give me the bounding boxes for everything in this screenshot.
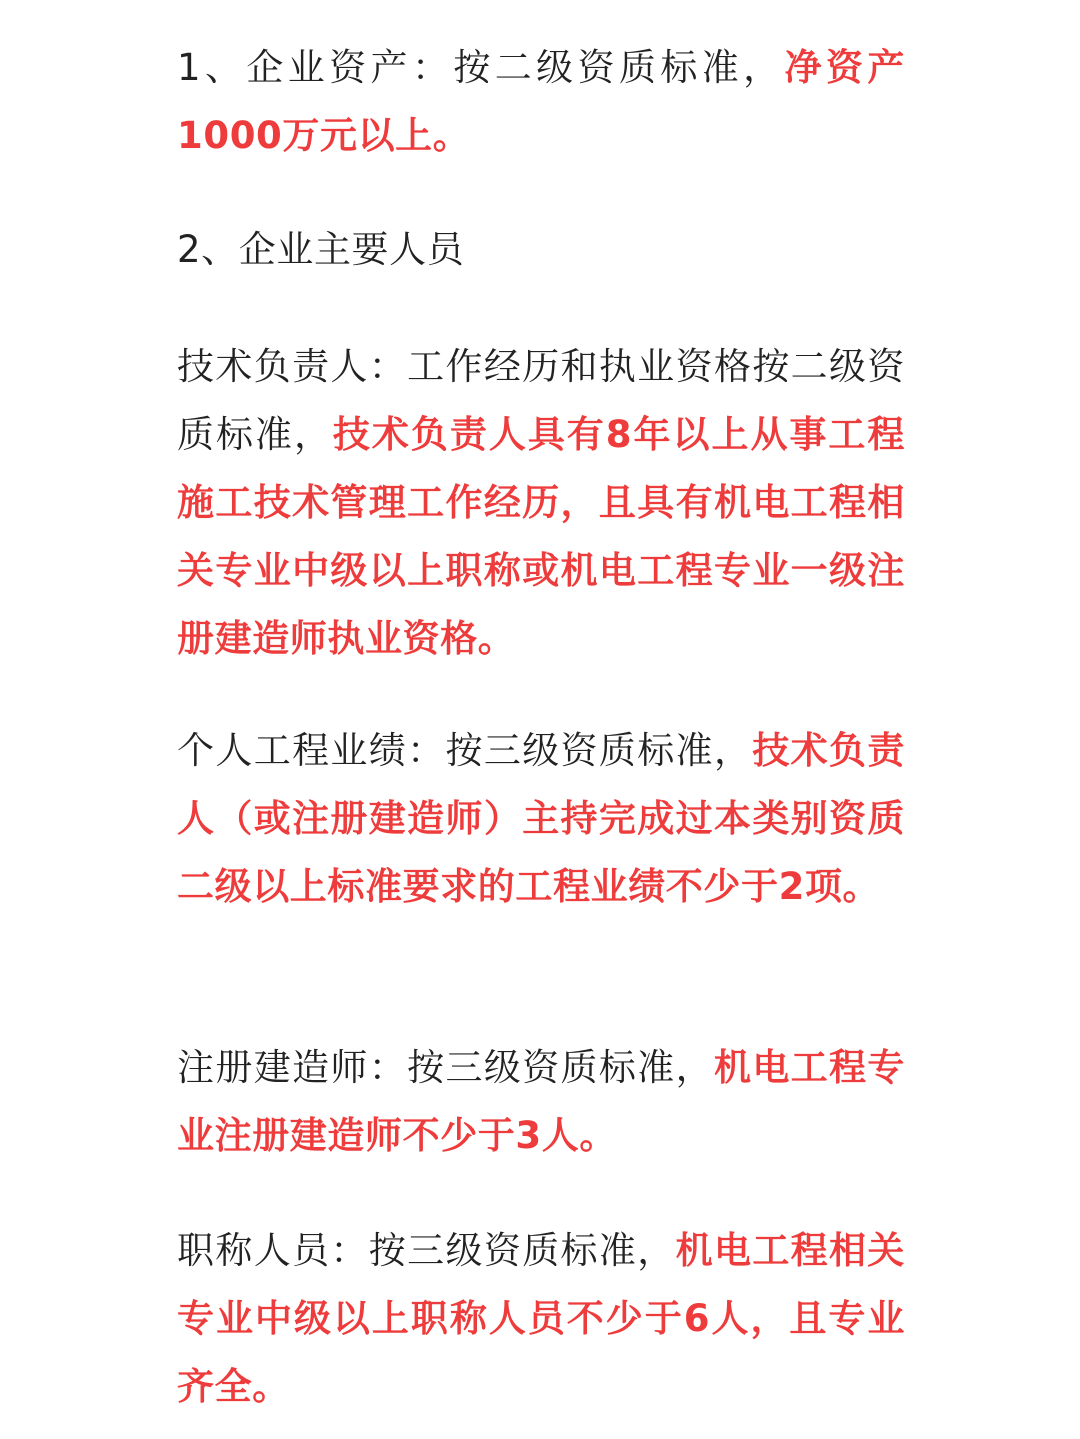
paragraph-highlight: 机电工程专业注册建造师不少于3人。 [177,1046,906,1157]
paragraph-text: 2、企业主要人员 [177,228,465,271]
paragraph-text: 技术负责人：工作经历和执业资格按二级资质标准， [177,345,905,456]
paragraph-enterprise-assets [177,34,905,170]
paragraph-personal-performance [177,717,905,921]
paragraph-text: 1、企业资产：按二级资质标准， [177,46,785,89]
paragraph-technical-lead [177,333,905,673]
paragraph-text: 注册建造师：按三级资质标准， [177,1046,714,1089]
paragraph-text: 职称人员：按三级资质标准， [177,1229,676,1272]
paragraph-highlight: 技术负责人（或注册建造师）主持完成过本类别资质二级以上标准要求的工程业绩不少于2项。 [177,729,905,908]
paragraph-highlight: 净资产1000万元以上。 [177,46,905,157]
paragraph-text: 个人工程业绩：按三级资质标准， [177,729,753,772]
paragraph-highlight: 机电工程相关专业中级以上职称人员不少于6人，且专业齐全。 [177,1229,905,1408]
paragraph-titled-staff [177,1217,905,1421]
paragraph-main-personnel-heading [177,216,905,284]
paragraph-highlight: 技术负责人具有8年以上从事工程施工技术管理工作经历，且具有机电工程相关专业中级以上职称或机电工程专业一级注册建造师执业资格。 [177,413,905,660]
paragraph-registered-constructor [177,1034,905,1170]
